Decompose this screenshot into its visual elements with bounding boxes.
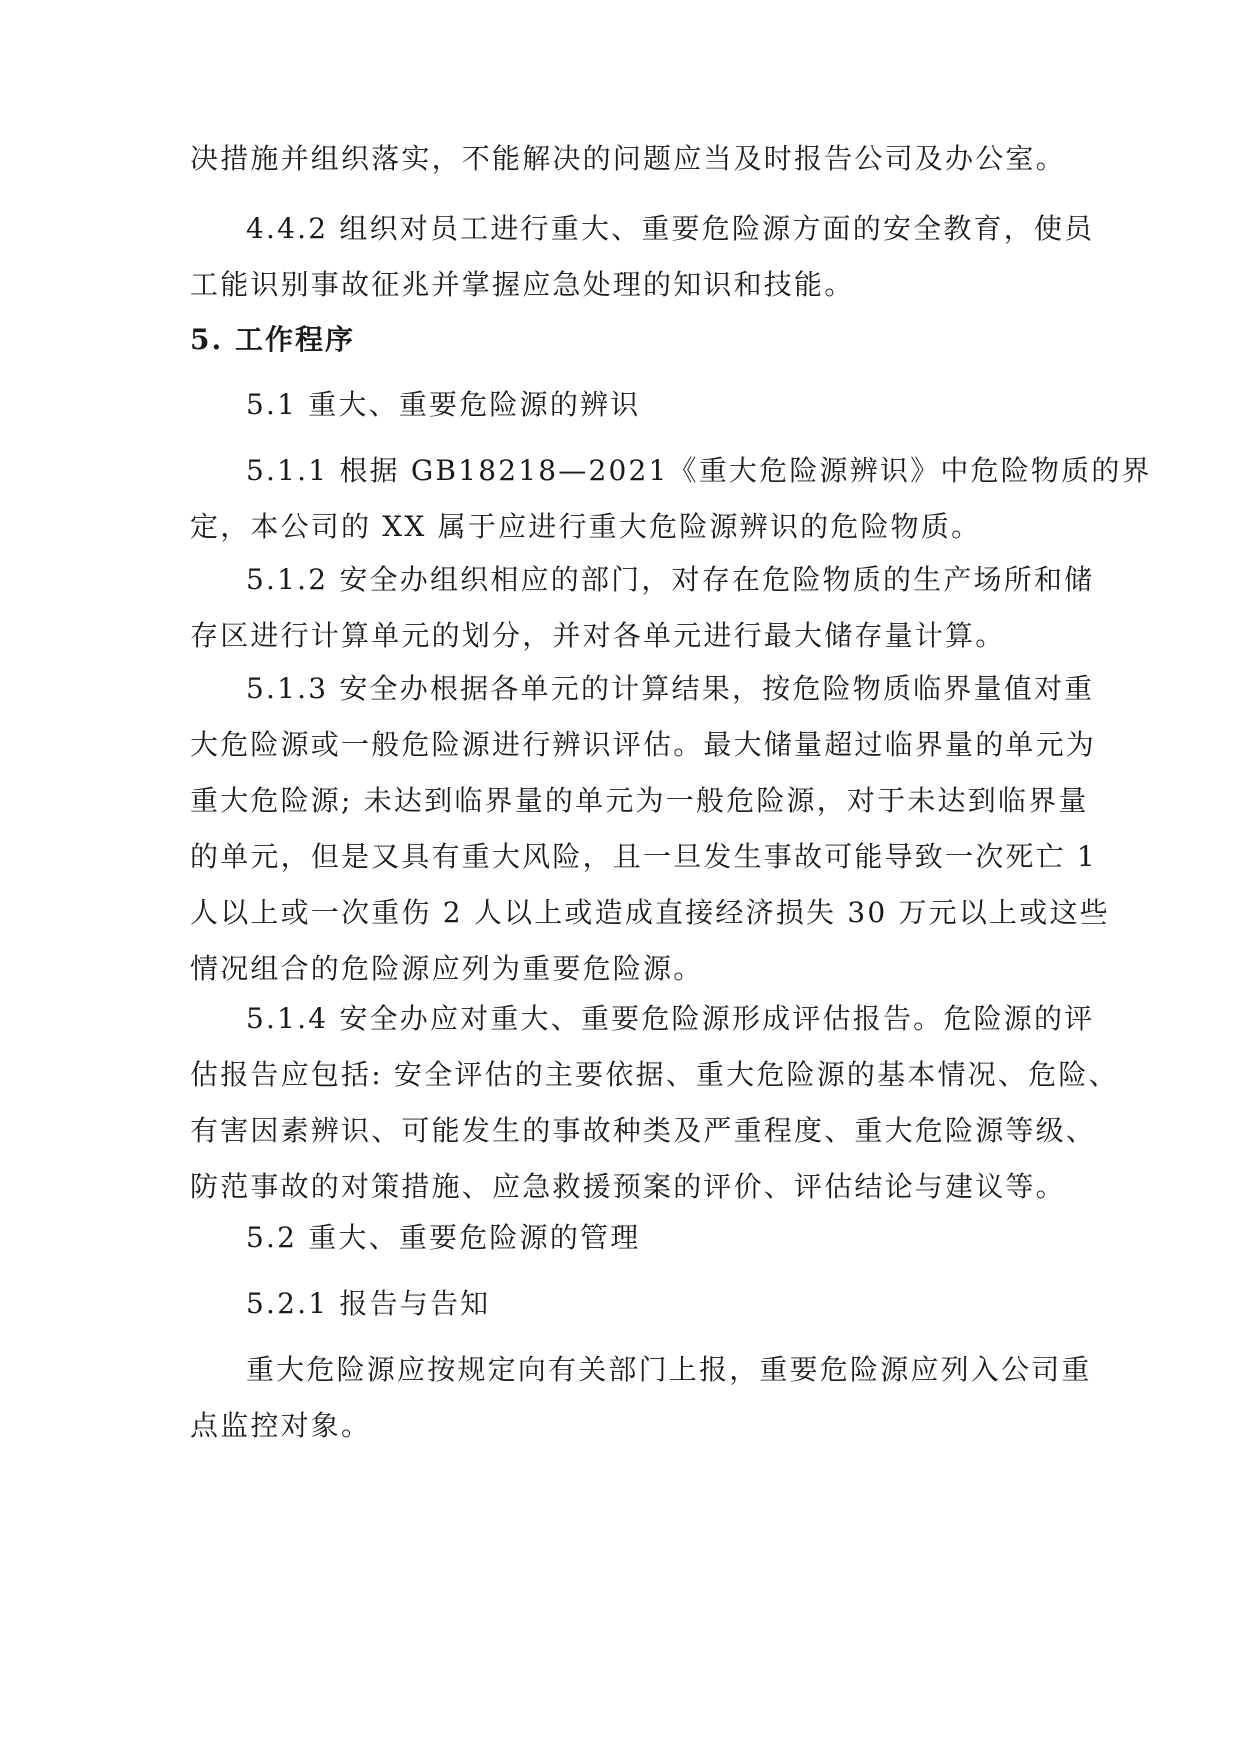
text-line: 定，本公司的 XX 属于应进行重大危险源辨识的危险物质。 [190, 510, 982, 543]
text-line: 工能识别事故征兆并掌握应急处理的知识和技能。 [190, 268, 855, 301]
text-line: 4.4.2 组织对员工进行重大、重要危险源方面的安全教育，使员 [246, 212, 1095, 245]
subheading-5-1 [190, 377, 1060, 433]
paragraph-4-4-2 [190, 201, 1095, 313]
subheading-5-2 [190, 1210, 1060, 1266]
paragraph-5-1-4 [190, 991, 1119, 1215]
text-line: 重大危险源; 未达到临界量的单元为一般危险源，对于未达到临界量 [190, 784, 1089, 817]
section-title: 5. 工作程序 [190, 323, 355, 356]
paragraph-continuation [190, 131, 1066, 187]
text-line: 防范事故的对策措施、应急救援预案的评价、评估结论与建议等。 [190, 1170, 1066, 1203]
text-line: 存区进行计算单元的划分，并对各单元进行最大储存量计算。 [190, 619, 1006, 652]
text-line: 估报告应包括: 安全评估的主要依据、重大危险源的基本情况、危险、 [190, 1058, 1119, 1091]
text-line: 情况组合的危险源应列为重要危险源。 [190, 952, 704, 985]
paragraph-5-2-1 [190, 1342, 1092, 1454]
subsection-title: 5.2.1 报告与告知 [246, 1287, 491, 1320]
text-line: 大危险源或一般危险源进行辨识评估。最大储量超过临界量的单元为 [190, 728, 1097, 761]
text-line: 5.1.2 安全办组织相应的部门，对存在危险物质的生产场所和储 [246, 563, 1095, 596]
text-line: 的单元，但是又具有重大风险，且一旦发生事故可能导致一次死亡 1 [190, 840, 1097, 873]
subsection-title: 5.1 重大、重要危险源的辨识 [246, 388, 641, 421]
text-line: 人以上或一次重伤 2 人以上或造成直接经济损失 30 万元以上或这些 [190, 896, 1110, 929]
paragraph-5-1-1 [190, 443, 1152, 555]
paragraph-5-1-3 [190, 661, 1110, 997]
text-line: 5.1.3 安全办根据各单元的计算结果，按危险物质临界量值对重 [246, 672, 1095, 705]
text-line: 5.1.4 安全办应对重大、重要危险源形成评估报告。危险源的评 [246, 1002, 1095, 1035]
text-line: 决措施并组织落实，不能解决的问题应当及时报告公司及办公室。 [190, 142, 1066, 175]
subsection-title: 5.2 重大、重要危险源的管理 [246, 1221, 641, 1254]
text-line: 点监控对象。 [190, 1409, 372, 1442]
subheading-5-2-1 [190, 1276, 1060, 1332]
text-line: 有害因素辨识、可能发生的事故种类及严重程度、重大危险源等级、 [190, 1114, 1097, 1147]
section-heading-5 [190, 312, 1060, 368]
text-line: 5.1.1 根据 GB18218—2021《重大危险源辨识》中危险物质的界 [246, 454, 1152, 487]
paragraph-5-1-2 [190, 552, 1095, 664]
text-line: 重大危险源应按规定向有关部门上报，重要危险源应列入公司重 [246, 1353, 1092, 1386]
